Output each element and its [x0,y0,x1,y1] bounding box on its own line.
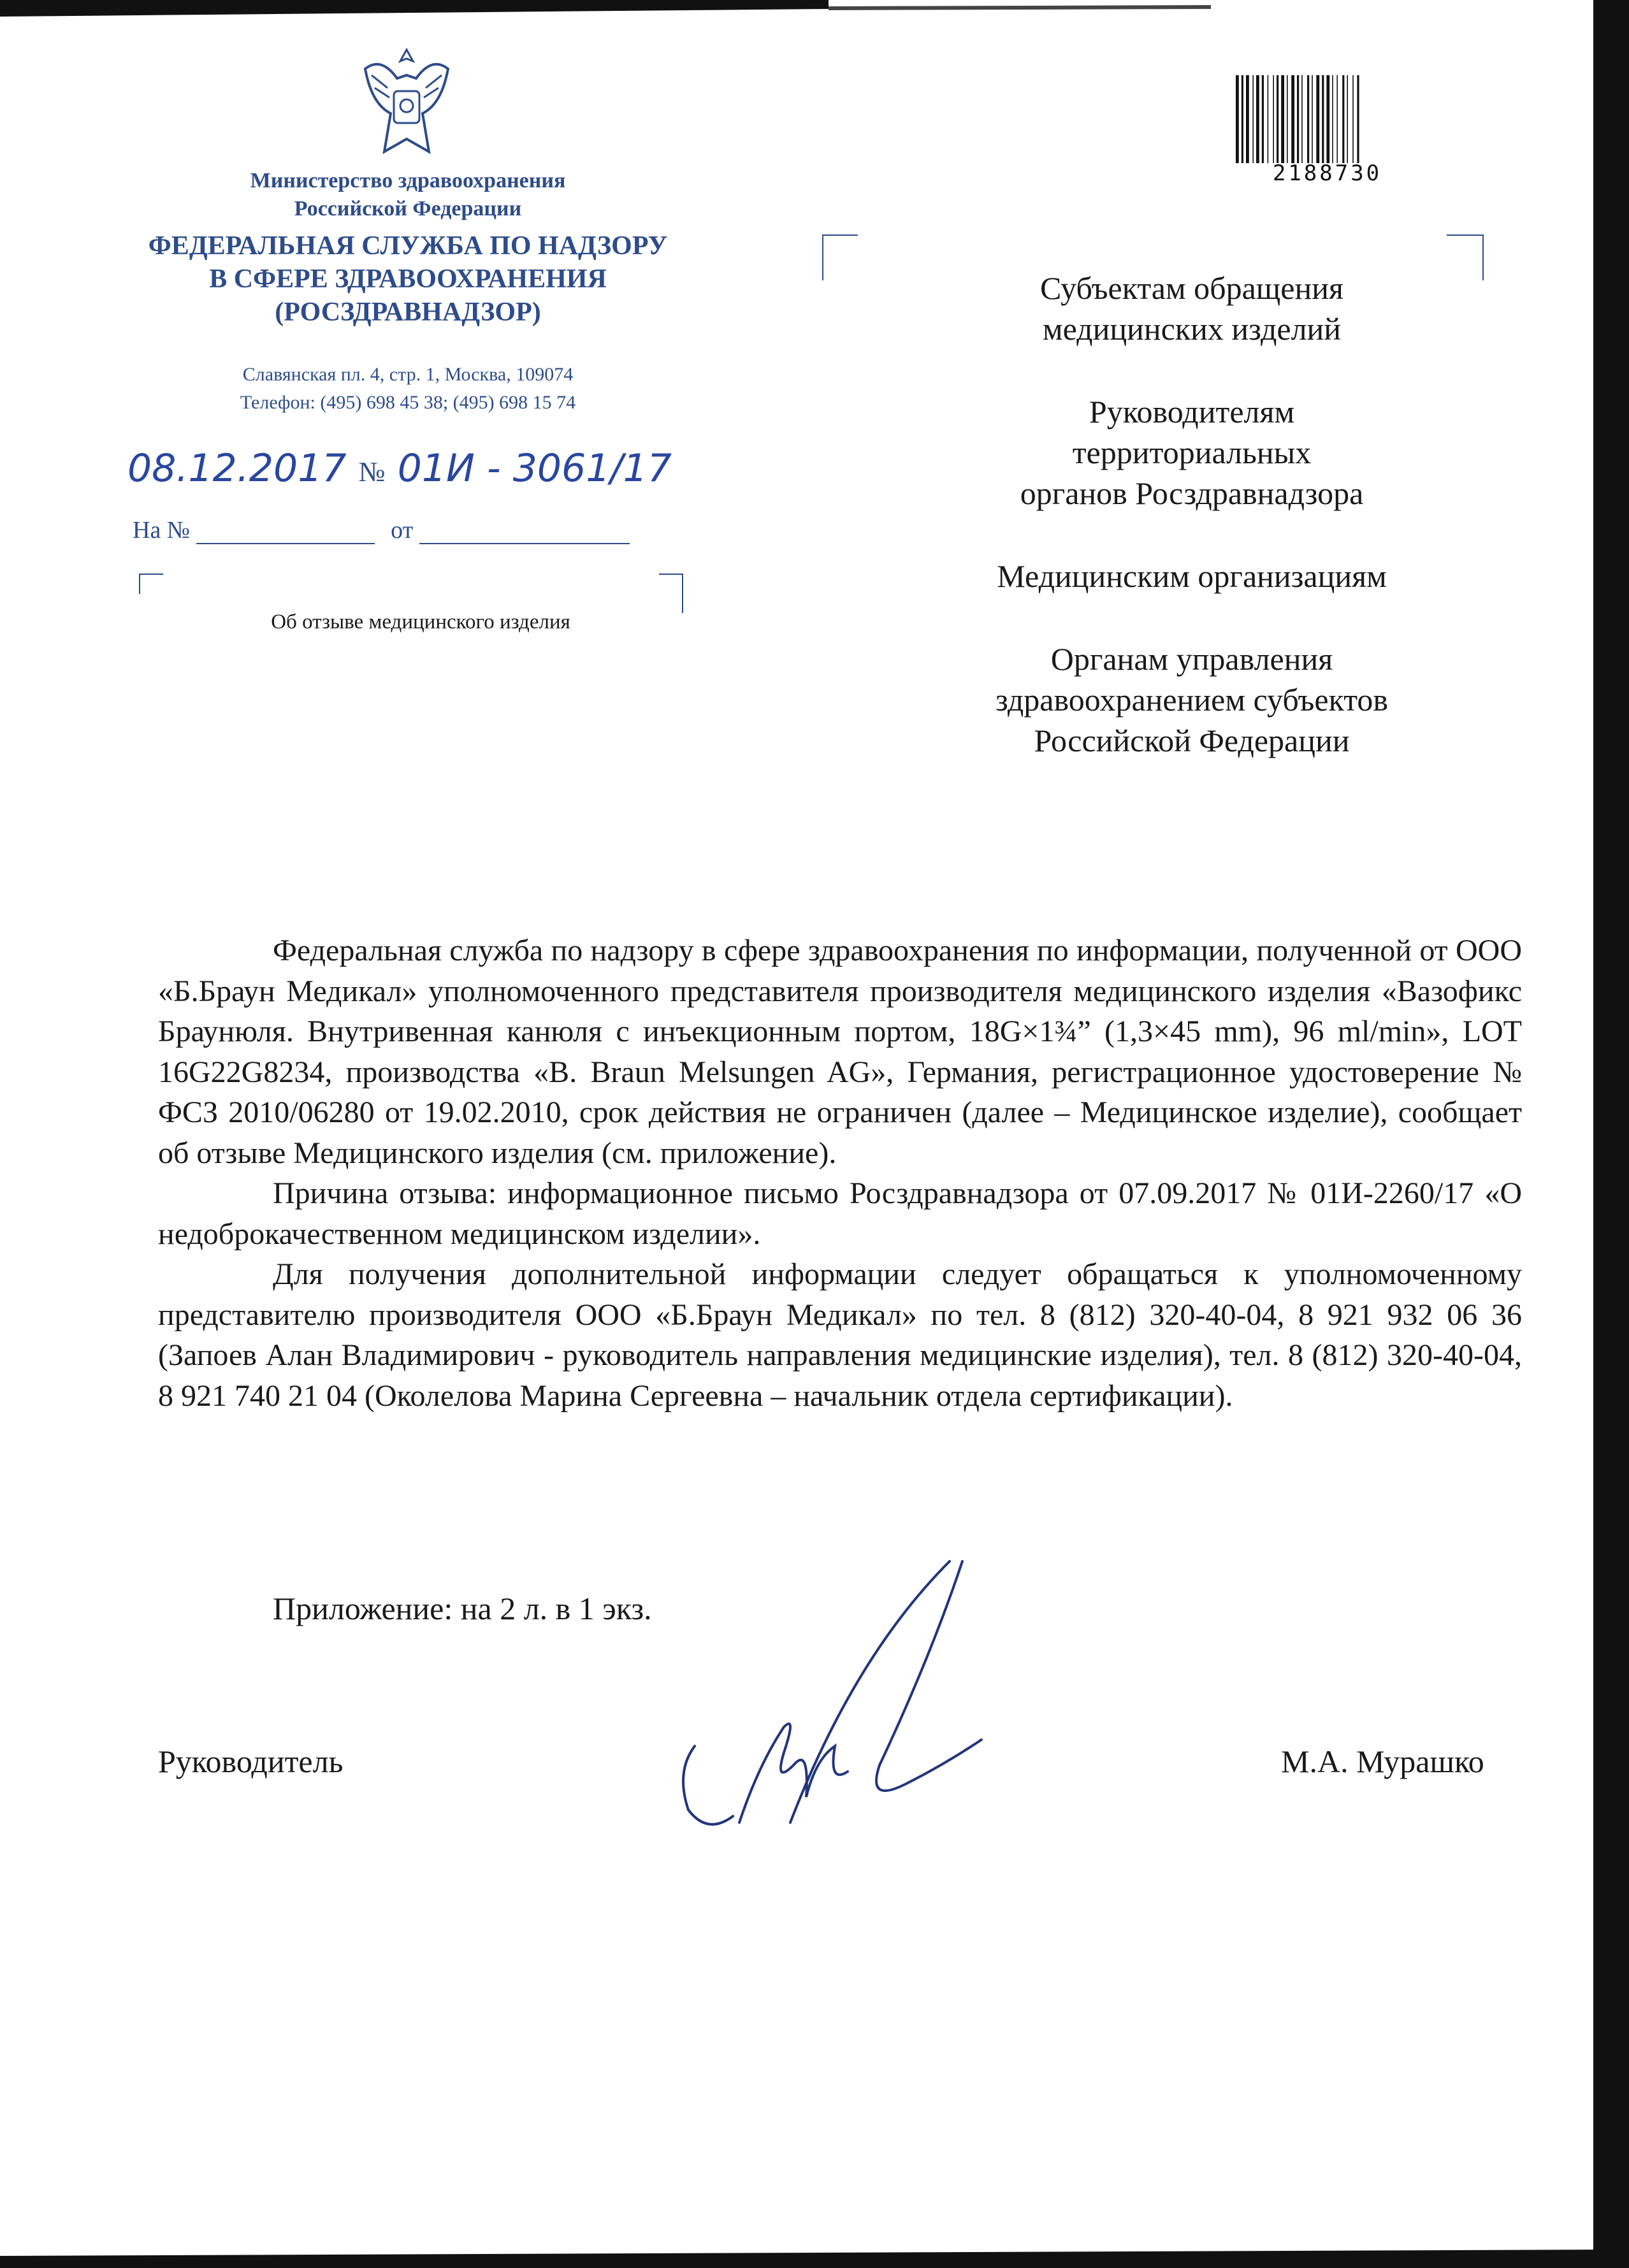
barcode-bar [1297,75,1299,163]
barcode-bar [1336,75,1338,163]
scan-edge-top [0,0,1629,25]
barcode-bar [1316,75,1319,163]
service-address: Славянская пл. 4, стр. 1, Москва, 109074 Телефон: (495) 698 45 38; (495) 698 15 74 [240,364,576,413]
barcode-bar [1352,75,1354,163]
registration-date: 08.12.2017 [127,446,347,491]
reference-line [133,516,630,544]
barcode [1233,75,1421,163]
barcode-bar [1307,75,1309,163]
barcode-bar [1256,75,1259,163]
barcode-bar [1322,75,1324,163]
barcode-bar [1291,75,1294,163]
body-paragraph-3: Для получения дополнительной информации следует обращаться к уполномоченному представителю производителя ООО «Б.Браун Медикал» по тел. 8 (812) 320-40-04, 8 921 932 06 36 (Запоев Алан Владимирович - руководитель направления медицинские изделия), тел. 8 (812) 320-40-04, 8 921 740 21 04 (Околелова Марина Сергеевна – начальник отдела сертификации). [158,1257,1522,1413]
body-paragraph-2: Причина отзыва: информационное письмо Росздравнадзора от 07.09.2017 № 01И-2260/17 «О недоброкачественном медицинском изделии». [158,1176,1522,1251]
number-sign: № [358,456,386,488]
addressee-list [892,268,1491,761]
barcode-bar [1357,75,1359,163]
barcode-bar [1273,75,1274,163]
addressee-group-1: Субъектам обращения медицинских изделий [1040,270,1343,347]
barcode-bar [1326,75,1329,163]
barcode-bar [1342,75,1344,163]
barcode-bar [1312,75,1313,163]
attachment-note: Приложение: на 2 л. в 1 экз. [273,1591,652,1626]
barcode-bar [1332,75,1333,163]
barcode-bar [1236,75,1239,163]
from-label: от [391,517,414,544]
signatory-position: Руководитель [158,1744,344,1779]
signature-icon [663,1555,994,1848]
addressee-group-3: Медицинским организациям [997,558,1387,594]
barcode-bar [1281,75,1284,163]
subject-corner-left [139,574,163,594]
service-name: ФЕДЕРАЛЬНАЯ СЛУЖБА ПО НАДЗОРУ В СФЕРЕ ЗДРАВООХРАНЕНИЯ (РОСЗДРАВНАДЗОР) [148,231,668,327]
barcode-bar [1287,75,1288,163]
scan-edge-bottom [0,2230,1629,2268]
signatory-name: М.А. Мурашко [1281,1744,1484,1779]
addressee-group-2: Руководителям территориальных органов Росздравнадзора [1020,394,1364,511]
registration-number: 01И - 3061/17 [397,446,672,491]
barcode-bar [1262,75,1264,163]
addressee-group-4: Органам управления здравоохранением субъектов Российской Федерации [995,641,1389,758]
barcode-bar [1301,75,1303,163]
barcode-number: 2188730 [1272,161,1382,186]
barcode-bar [1242,75,1243,163]
body-paragraph-1: Федеральная служба по надзору в сфере здравоохранения по информации, полученной от ООО «Б.Браун Медикал» уполномоченного представителя производителя медицинского изделия «Вазофикс Браунюля. Внутривенная канюля с инъекционным портом, 18G×1¾” (1,3×45 mm), 96 ml/min», LOT 16G22G8234, производства «B. Braun Melsungen AG», Германия, регистрационное удостоверение № ФСЗ 2010/06280 от 19.02.2010, срок действия не ограничен (далее – Медицинское изделие), сообщает об отзыве Медицинского изделия (см. приложение). [158,934,1522,1170]
barcode-bar [1268,75,1269,163]
registration-line [127,446,672,491]
letter-body [158,930,1522,1416]
ministry-name: Министерство здравоохранения Российской Федерации [250,169,566,220]
barcode-bar [1347,75,1348,163]
reference-label: На № [133,517,191,544]
barcode-bar [1277,75,1278,163]
barcode-bar [1246,75,1249,163]
barcode-bar [1252,75,1254,163]
scan-edge-right [1593,0,1629,2268]
addressee-corner-left [822,235,858,280]
coat-of-arms-icon [352,43,461,164]
subject-corner-right [659,574,683,613]
letter-subject: Об отзыве медицинского изделия [271,610,570,633]
